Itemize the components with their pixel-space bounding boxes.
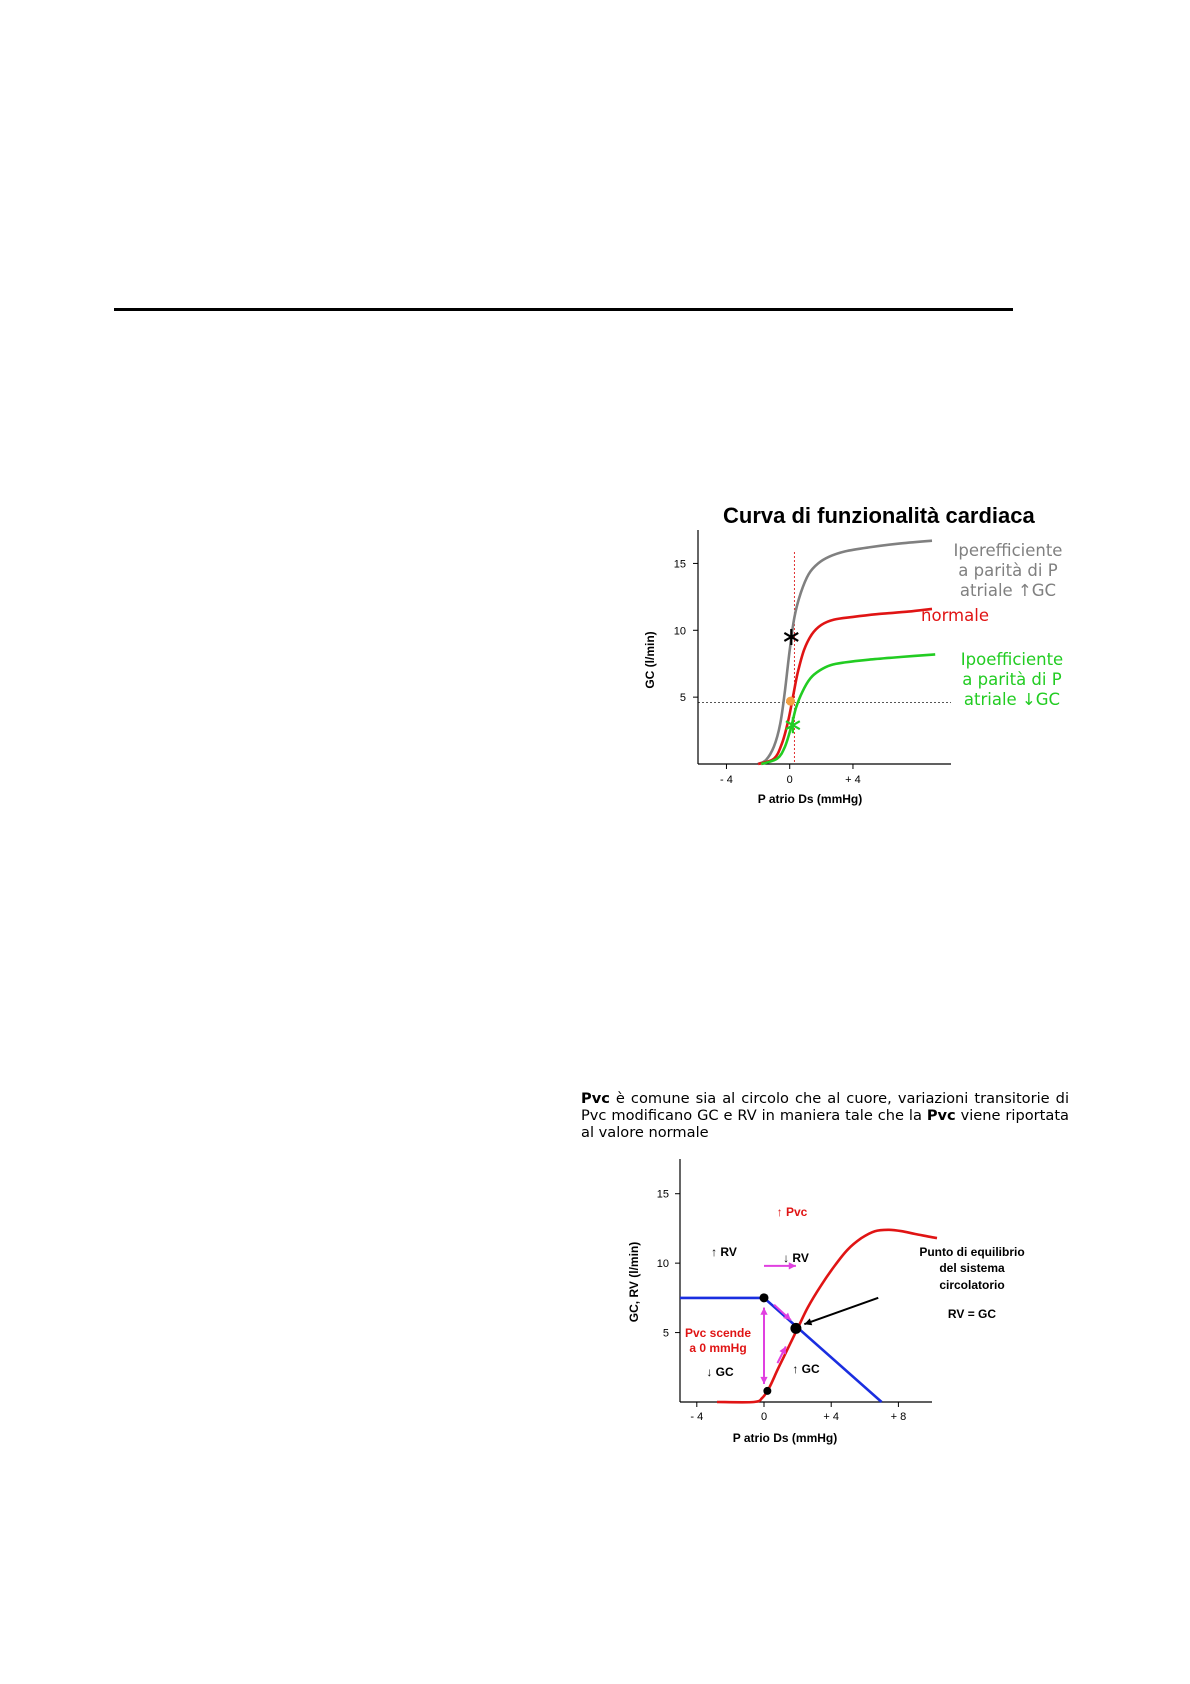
y-tick-label: 10 [673,625,686,638]
equilibrium-point [790,1323,801,1334]
annotation-label: ↓ RV [783,1251,809,1265]
x-axis-label: P atrio Ds (mmHg) [732,1431,838,1445]
arrow-head [760,1377,767,1384]
y-axis-label: GC (l/min) [643,631,657,689]
x-tick-label: - 4 [720,774,733,786]
caption-text: è comune sia al circolo che al cuore, variazioni transitorie di Pvc modificano GC e RV in maniera tale che la [581,1090,1069,1124]
series-label: Ipoefficiente [960,650,1064,669]
annotation-label: ↓ GC [706,1365,734,1379]
equilibrium-point [763,1387,771,1395]
x-tick-label: 0 [760,1411,768,1423]
y-tick-label: 15 [656,1188,669,1201]
x-tick-label: + 8 [890,1411,907,1423]
series-label: atriale ↓GC [963,690,1061,709]
chart-caption [581,1090,1069,1141]
annotation-label: Pvc scende [684,1326,752,1340]
annotation-label: ↑ RV [711,1245,737,1259]
y-tick-label: 5 [679,692,686,705]
x-tick-label: + 4 [845,774,861,786]
annotation-label: ↑ GC [792,1362,820,1376]
series-label: normale [921,606,989,625]
equilibrium-point [760,1293,769,1302]
y-tick-label: 5 [662,1327,669,1340]
caption-bold-term: Pvc [926,1107,956,1124]
annotation-label: a 0 mmHg [689,1341,747,1355]
annotation-label: RV = GC [947,1307,997,1321]
x-tick-label: + 4 [823,1411,840,1423]
series-label: atriale ↑GC [959,581,1057,600]
x-tick-label: - 4 [690,1411,704,1423]
caption-bold-term: Pvc [581,1090,610,1107]
arrow-head [760,1308,767,1315]
y-tick-label: 10 [656,1258,669,1271]
series-label: a parità di P [958,561,1058,580]
caption-text: viene riportata al valore normale [581,1107,1069,1141]
series-label: a parità di P [962,670,1062,689]
chart-title: Curva di funzionalità cardiaca [723,503,1035,528]
arrow-shaft [804,1298,878,1324]
series-label: Iperefficiente [953,541,1063,560]
y-axis-label: GC, RV (l/min) [627,1241,641,1323]
x-axis-label: P atrio Ds (mmHg) [757,792,863,806]
annotation-label: del sistema [939,1261,1005,1275]
annotation-label: circolatorio [939,1278,1005,1292]
y-tick-label: 15 [673,558,686,571]
annotation-label: Punto di equilibrio [919,1245,1025,1259]
x-tick-label: 0 [786,774,793,786]
annotation-label: ↑ Pvc [776,1205,808,1219]
